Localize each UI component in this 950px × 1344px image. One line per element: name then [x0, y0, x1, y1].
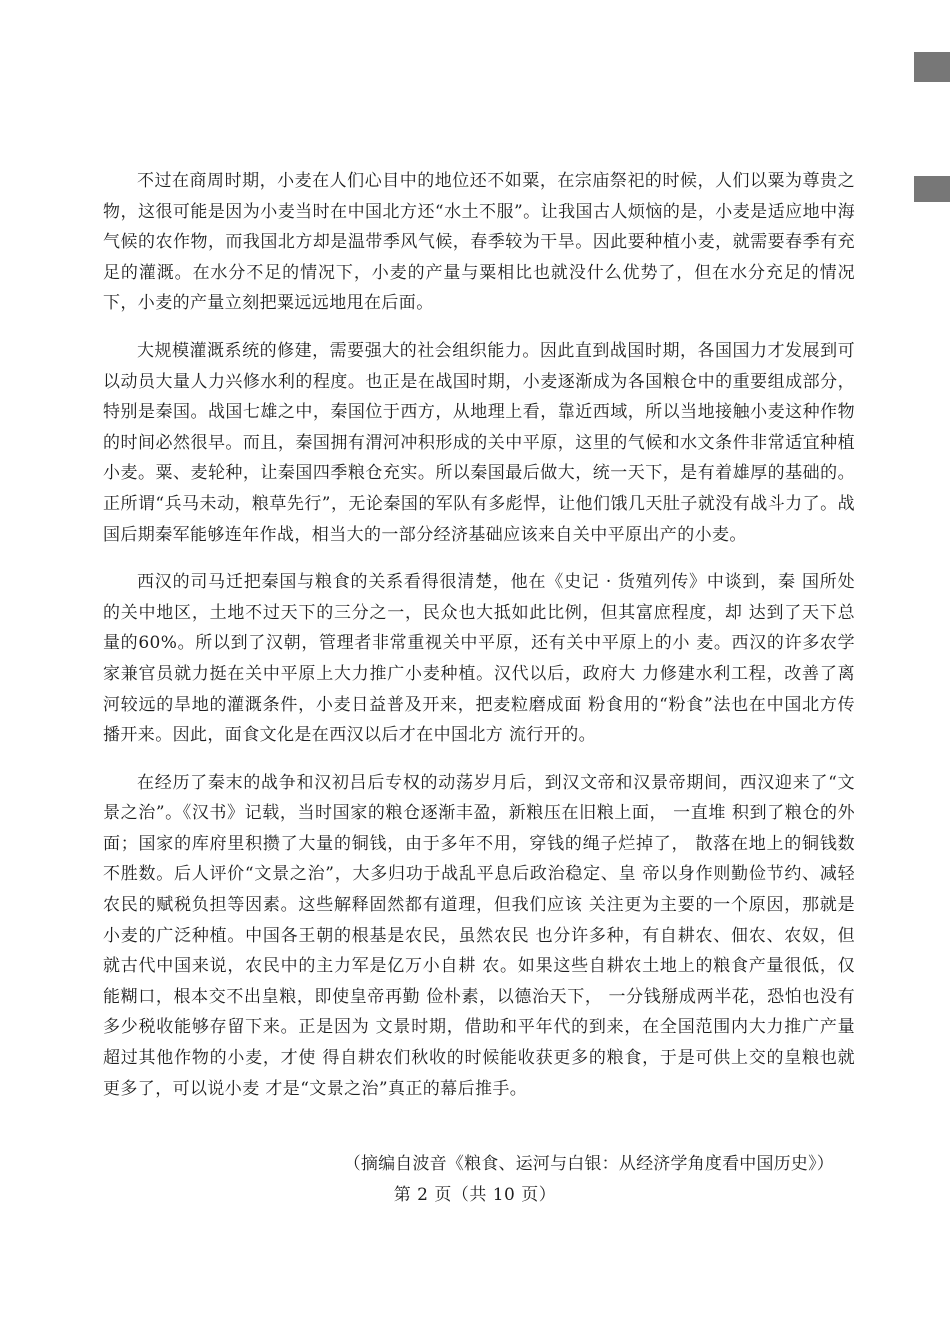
source-citation: （摘编自波音《粮食、运河与白银：从经济学角度看中国历史》） — [343, 1154, 834, 1174]
paragraph: 不过在商周时期，小麦在人们心目中的地位还不如粟，在宗庙祭祀的时候，人们以粟为尊贵之物，这很可能是因为小麦当时在中国北方还“水土不服”。让我国古人烦恼的是，小麦是适应地中海气候的农作物，而我国北方却是温带季风气候，春季较为干旱。因此要种植小麦，就需要春季有充足的灌溉。在水分不足的情况下，小麦的产量与粟相比也就没什么优势了，但在水分充足的情况下，小麦的产量立刻把粟远远地甩在后面。 — [103, 171, 855, 314]
paragraph: 西汉的司马迁把秦国与粮食的关系看得很清楚，他在《史记 · 货殖列传》中谈到，秦 国所处的关中地区，土地不过天下的三分之一，民众也大抵如此比例，但其富庶程度，却 达到了天下总量的60%。所以到了汉朝，管理者非常重视关中平原，还有关中平原上的小 麦。西汉的许多农学家兼官员就力挺在关中平原上大力推广小麦种植。汉代以后，政府大 力修建水利工程，改善了离河较远的旱地的灌溉条件，小麦日益普及开来，把麦粒磨成面 粉食用的“粉食”法也在中国北方传播开来。因此，面食文化是在西汉以后才在中国北方 流行开的。 — [103, 572, 855, 746]
paragraph: 大规模灌溉系统的修建，需要强大的社会组织能力。因此直到战国时期，各国国力才发展到可以动员大量人力兴修水利的程度。也正是在战国时期，小麦逐渐成为各国粮仓中的重要组成部分，特别是秦国。战国七雄之中，秦国位于西方，从地理上看，靠近西域，所以当地接触小麦这种作物的时间必然很早。而且，秦国拥有渭河冲积形成的关中平原，这里的气候和水文条件非常适宜种植小麦。粟、麦轮种，让秦国四季粮仓充实。所以秦国最后做大，统一天下，是有着雄厚的基础的。正所谓“兵马未动，粮草先行”，无论秦国的军队有多彪悍，让他们饿几天肚子就没有战斗力了。战国后期秦军能够连年作战，相当大的一部分经济基础应该来自关中平原出产的小麦。 — [103, 340, 855, 545]
scan-edge-mark — [914, 176, 950, 202]
scan-edge-mark — [914, 52, 950, 82]
page-number: 第 2 页（共 10 页） — [393, 1185, 557, 1205]
article-body — [103, 166, 855, 1121]
paragraph: 在经历了秦末的战争和汉初吕后专权的动荡岁月后，到汉文帝和汉景帝期间，西汉迎来了“文景之治”。《汉书》记载，当时国家的粮仓逐渐丰盈，新粮压在旧粮上面， 一直堆 积到了粮仓的外面；国家的库府里积攒了大量的铜钱，由于多年不用，穿钱的绳子烂掉了， 散落在地上的铜钱数不胜数。后人评价“文景之治”，大多归功于战乱平息后政治稳定、皇 帝以身作则勤俭节约、减轻农民的赋税负担等因素。这些解释固然都有道理，但我们应该 关注更为主要的一个原因，那就是小麦的广泛种植。中国各王朝的根基是农民，虽然农民 也分许多种，有自耕农、佃农、农奴，但就古代中国来说，农民中的主力军是亿万小自耕 农。如果这些自耕农土地上的粮食产量很低，仅能糊口，根本交不出皇粮，即使皇帝再勤 俭朴素，以德治天下， 一分钱掰成两半花，恐怕也没有多少税收能够存留下来。正是因为 文景时期，借助和平年代的到来，在全国范围内大力推广产量超过其他作物的小麦，才使 得自耕农们秋收的时候能收获更多的粮食，于是可供上交的皇粮也就更多了，可以说小麦 才是“文景之治”真正的幕后推手。 — [103, 772, 855, 1099]
